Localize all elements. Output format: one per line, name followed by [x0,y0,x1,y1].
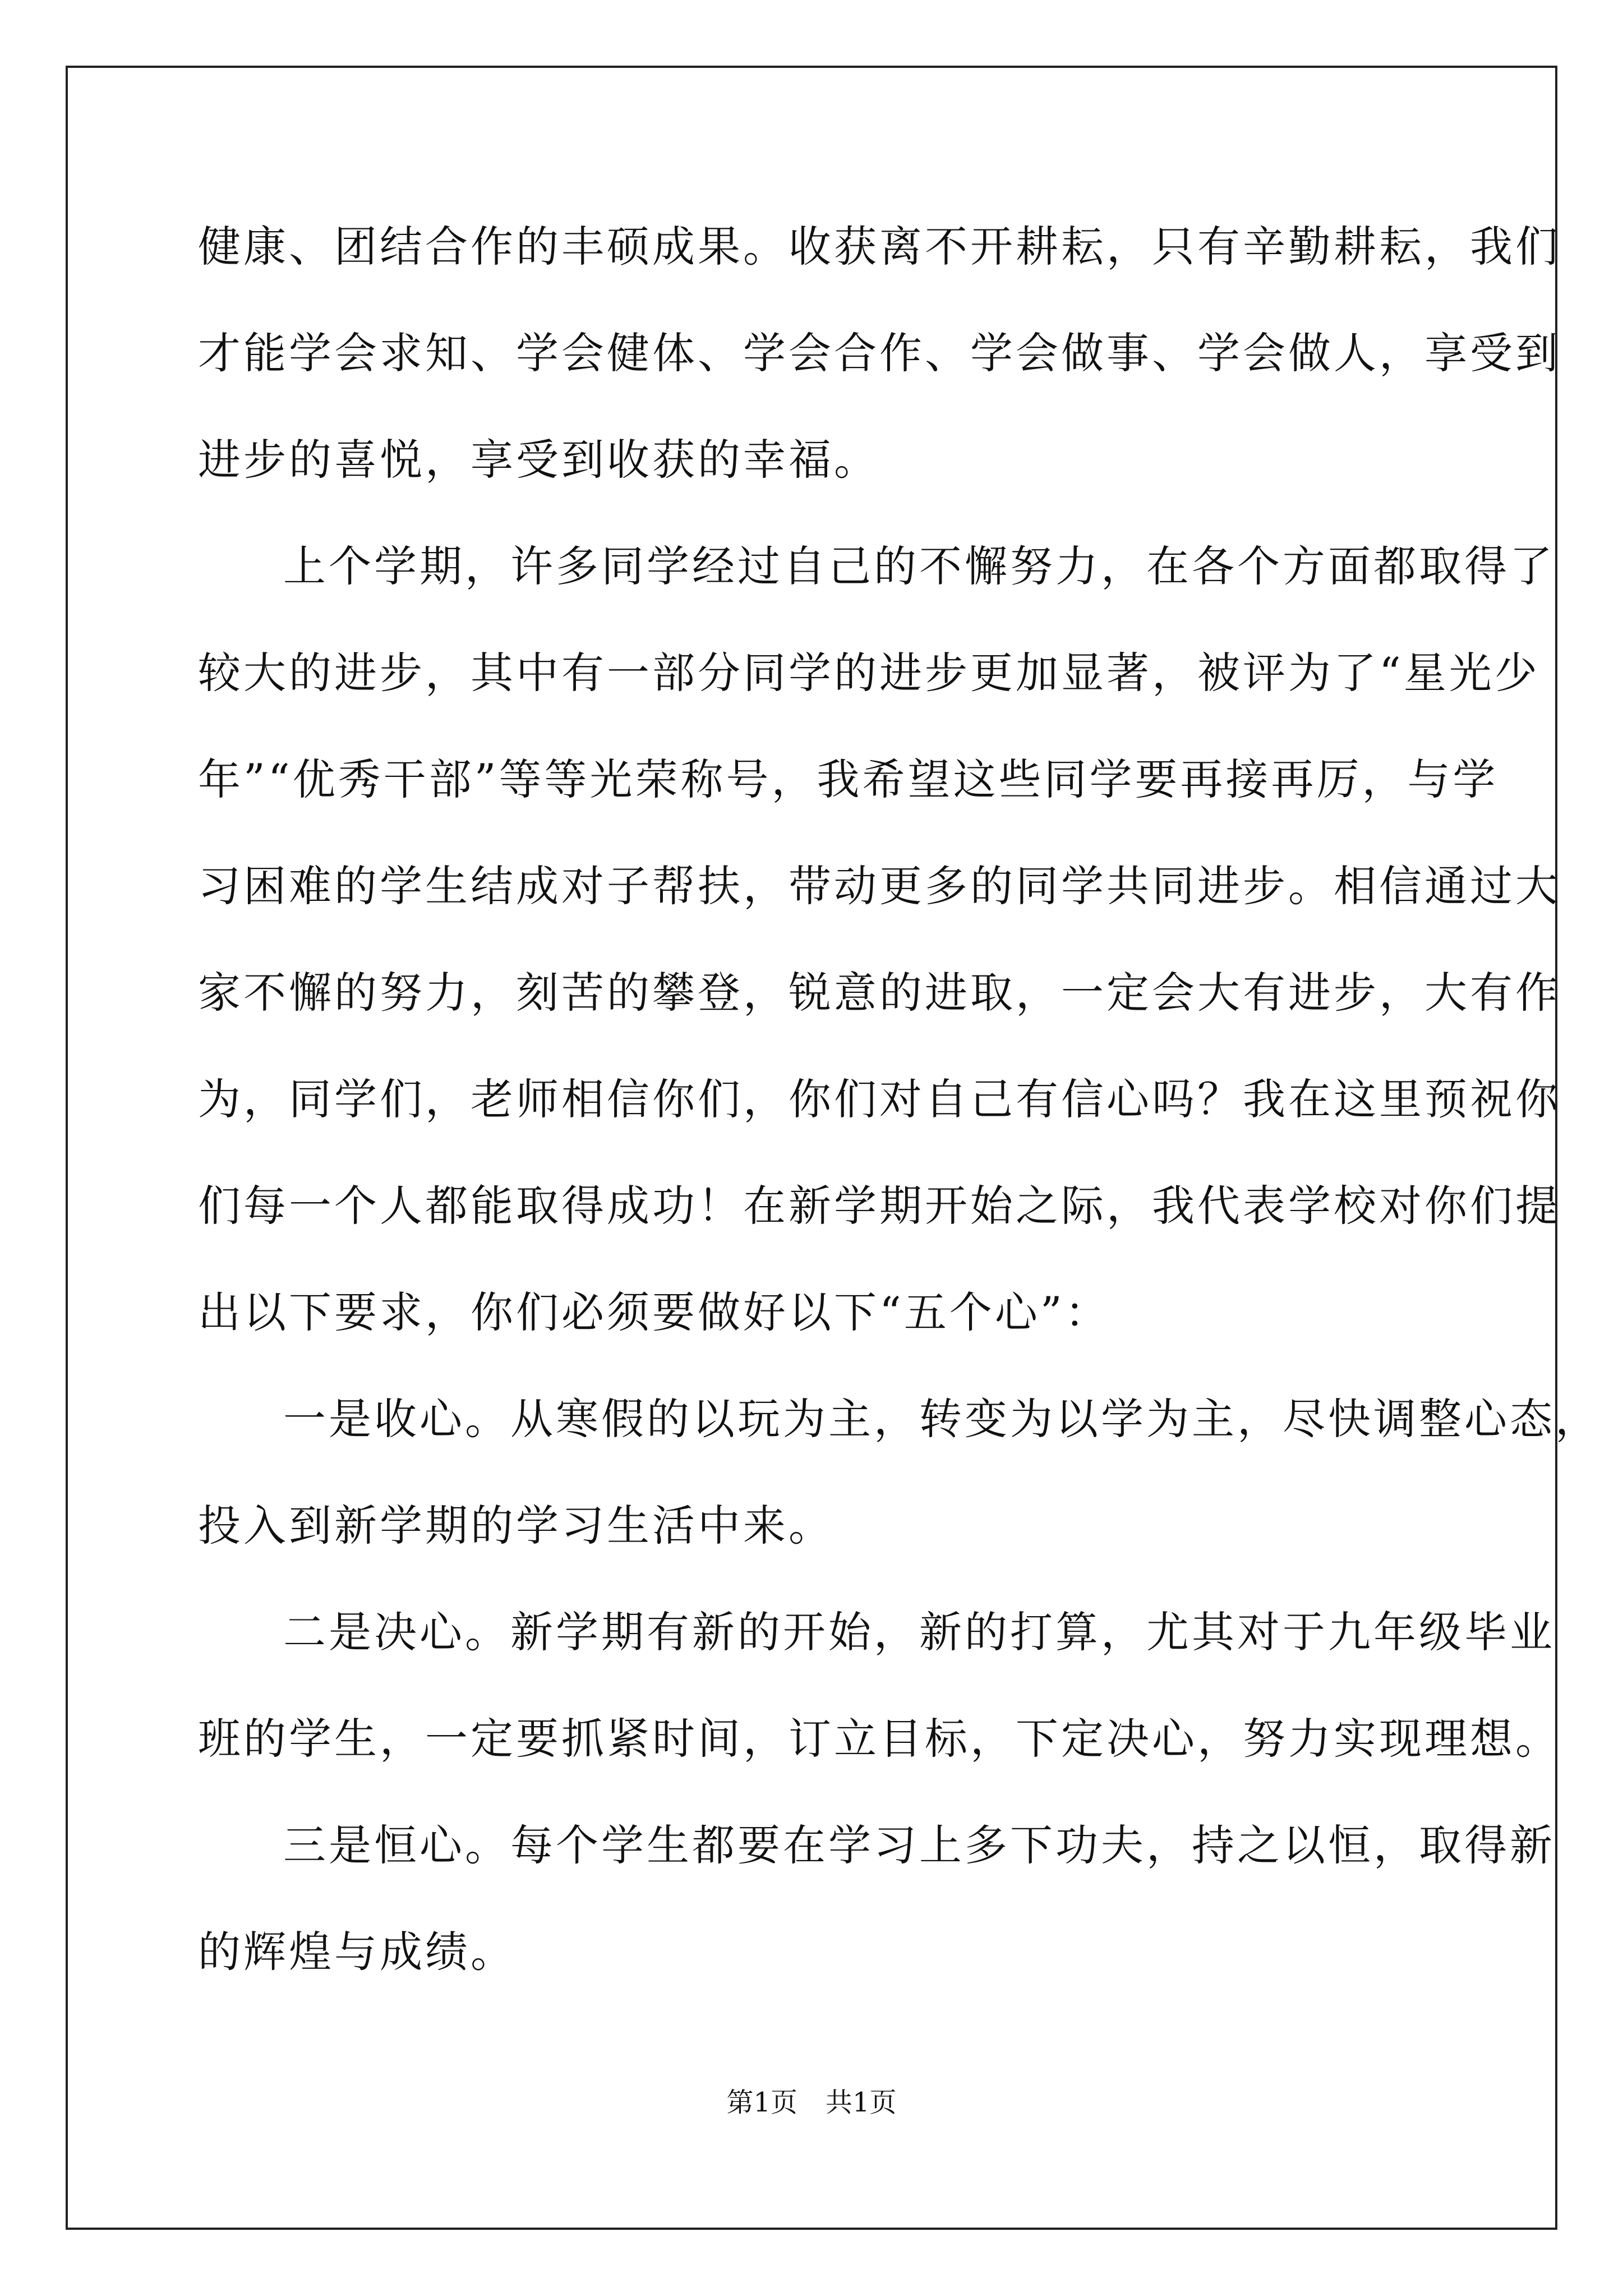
text-line: 们每一个人都能取得成功！在新学期开始之际，我代表学校对你们提 [198,1181,1561,1231]
text-line: 出以下要求，你们必须要做好以下“五个心”： [198,1287,1110,1337]
text-line: 才能学会求知、学会健体、学会合作、学会做事、学会做人，享受到 [198,328,1561,378]
document-body [198,213,1601,2025]
text-line: 为，同学们，老师相信你们，你们对自己有信心吗？我在这里预祝你 [198,1074,1561,1124]
paragraph-start-line: 一是收心。从寒假的以玩为主，转变为以学为主，尽快调整心态， [283,1394,1601,1444]
paragraph-start-line: 上个学期，许多同学经过自己的不懈努力，在各个方面都取得了 [283,541,1555,591]
page-footer [0,2086,1623,2119]
text-line: 的辉煌与成绩。 [198,1927,516,1977]
paragraph-start-line: 三是恒心。每个学生都要在学习上多下功夫，持之以恒，取得新 [283,1820,1555,1870]
page-number-current: 第1页 [726,2087,797,2118]
text-line: 班的学生，一定要抓紧时间，订立目标，下定决心，努力实现理想。 [198,1714,1561,1764]
page-number-total: 共1页 [826,2087,897,2118]
text-line: 投入到新学期的学习生活中来。 [198,1501,834,1550]
text-line: 年”“优秀干部”等等光荣称号，我希望这些同学要再接再厉，与学 [198,754,1498,804]
text-line: 家不懈的努力，刻苦的攀登，锐意的进取，一定会大有进步，大有作 [198,968,1561,1018]
text-line: 较大的进步，其中有一部分同学的进步更加显著，被评为了“星光少 [198,648,1540,698]
paragraph-start-line: 二是决心。新学期有新的开始，新的打算，尤其对于九年级毕业 [283,1607,1555,1657]
text-line: 健康、团结合作的丰硕成果。收获离不开耕耘，只有辛勤耕耘，我们 [198,222,1561,272]
text-line: 习困难的学生结成对子帮扶，带动更多的同学共同进步。相信通过大 [198,861,1561,911]
text-line: 进步的喜悦，享受到收获的幸福。 [198,435,879,485]
